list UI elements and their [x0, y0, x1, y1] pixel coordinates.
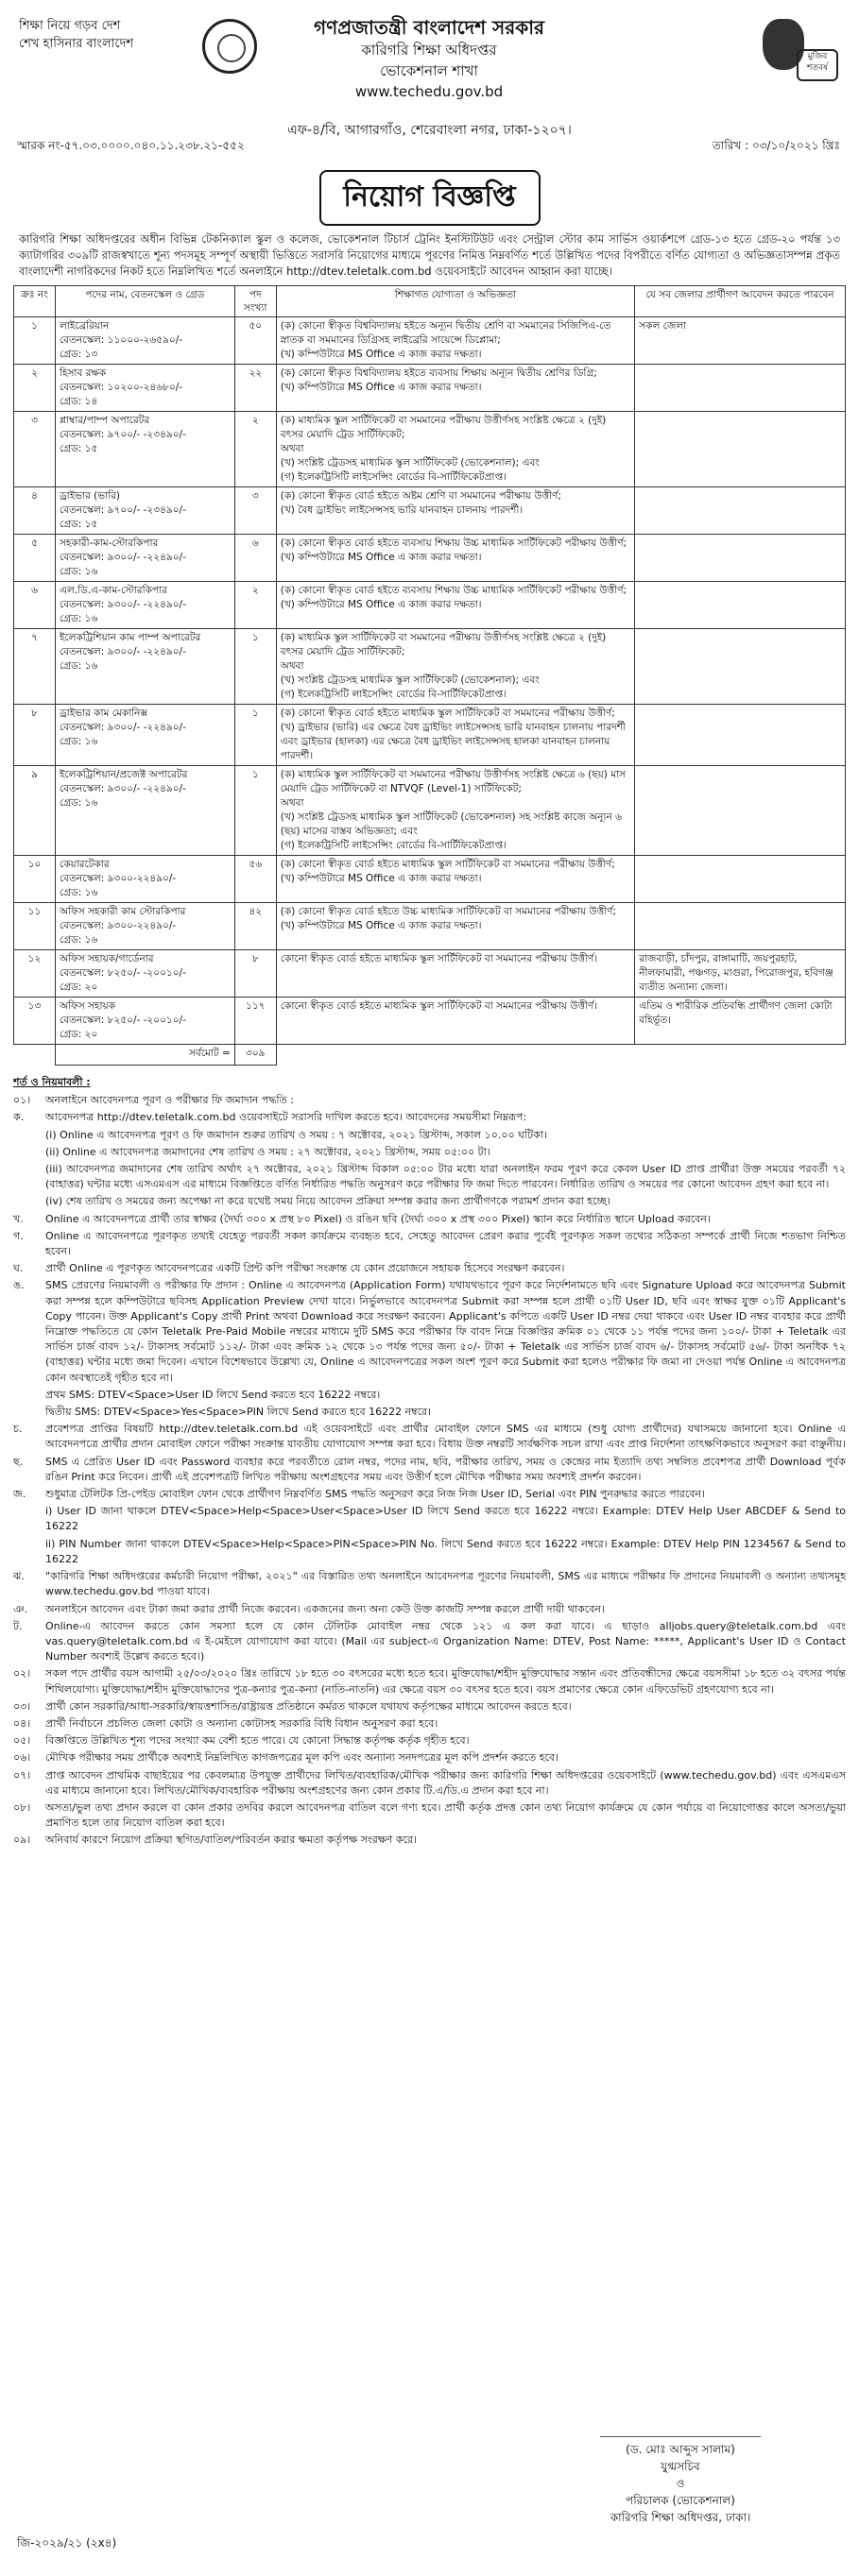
term-item — [13, 1768, 846, 1799]
table-row — [14, 582, 846, 629]
term-number: ০২। — [13, 1667, 31, 1680]
cell-count: ৬ — [234, 535, 276, 582]
mujib-year-badge: মুজিব শতবর্ষ — [797, 49, 838, 81]
signature-icon — [600, 2415, 761, 2437]
signatory-role: পরিচালক (ভোকেশনাল) — [626, 2494, 735, 2507]
cell-count: ২ — [234, 412, 276, 487]
memo-number: স্মারক নং-৫৭.০৩.০০০০.০৪০.১১.২৩৮.২১-৫৫২ — [17, 139, 245, 152]
table-row — [14, 705, 846, 766]
table-row — [14, 365, 846, 412]
cell-districts — [635, 487, 846, 535]
term-text: অসত্য/ভুল তথ্য প্রদান করলে বা কোন প্রকার তদবির করলে আবেদনপত্র বাতিল বলে গণ্য হবে। প্রার্থী কর্তৃক প্রদত্ত কোন তথ্য নিয়োগ কার্যক্রমে যে কোন পর্যায়ে বা নিয়োগোত্তর কালে অসত্য/ভুয়া প্রমাণিত হলে তার নিয়োগ বাতিল করা হবে। — [45, 1800, 846, 1830]
term-number — [13, 1145, 45, 1160]
term-number — [13, 1194, 45, 1209]
cell-districts — [635, 365, 846, 412]
terms-heading: শর্ত ও নিয়মাবলী : — [13, 1076, 91, 1088]
cell-qualification: (ক) কোনো স্বীকৃত বোর্ড হইতে উচ্চ মাধ্যমিক সার্টিফিকেট বা সমমানের পরীক্ষায় উত্তীর্ণ; (খ) কম্পিউটারে MS Office এ কাজ করার দক্ষতা। — [276, 903, 634, 950]
cell-districts — [635, 582, 846, 629]
notice-date: তারিখ : ০৩/১০/২০২১ খ্রিঃ — [712, 139, 840, 152]
intro-paragraph: কারিগরি শিক্ষা অধিদপ্তরের অধীন বিভিন্ন টেকনিক্যাল স্কুল ও কলেজ, ভোকেশনাল টিচার্স ট্রেনিং ইনস্টিটিউট এবং সেন্ট্রাল স্টোর কাম সার্ভিস ওয়ার্কশপে গ্রেড-১৩ হতে গ্রেড-২০ পর্যন্ত ১৩ ক্যাটাগরির ৩০৯টি রাজস্বখাতে শূন্য পদসমূহ সম্পূর্ণ অস্থায়ী ভিত্তিতে সরাসরি নিয়োগের মাধ্যমে পূরণের নিমিত্ত নিম্নবর্ণিত শর্তে উল্লিখিত পদের বিপরীতে বর্ণিত যোগ্যতা ও অভিজ্ঞতাসম্পন্ন প্রকৃত বাংলাদেশী নাগরিকদের নিকট হতে নিম্নলিখিত শর্তে অনলাইনে http://dtev.teletalk.com.bd ওয়েবসাইটে আবেদন আহ্বান করা যাচ্ছে। — [19, 232, 840, 278]
cell-count: ১ — [234, 705, 276, 766]
term-number: গ. — [13, 1229, 24, 1242]
motto-line-1: শিক্ষা নিয়ে গড়ব দেশ — [19, 19, 121, 33]
cell-count: ১ — [234, 766, 276, 856]
term-number: ০৮। — [13, 1800, 31, 1814]
term-number: ঘ. — [13, 1262, 24, 1275]
portrait-logo — [757, 15, 838, 81]
print-code: জি-২০২৯/২১ (২x৪) — [17, 2536, 117, 2550]
term-number: ঞ. — [13, 1602, 28, 1615]
term-text: দ্বিতীয় SMS: DTEV<Space>Yes<Space>PIN লিখে Send করতে হবে 16222 নম্বরে। — [45, 1406, 432, 1419]
signatory-title: যুগ্মসচিব — [661, 2460, 700, 2473]
term-number: ০৬। — [13, 1751, 31, 1765]
cell-serial: ৪ — [14, 487, 56, 535]
term-item — [13, 1716, 846, 1732]
term-text: "কারিগরি শিক্ষা অধিদপ্তরের কর্মচারী নিয়োগ পরীক্ষা, ২০২১" এর বিস্তারিত তথ্য অনলাইনে আবেদনপত্র পূরণের নিয়মাবলী, SMS এর মাধ্যমে পরীক্ষার ফি প্রদানের নিয়মাবলী ও অন্যান্য তথ্যসমূহ www.techedu.gov.bd পাওয়া যাবে। — [45, 1570, 846, 1598]
cell-count: ১১৭ — [234, 998, 276, 1045]
cell-count: ১ — [234, 629, 276, 705]
term-text: Online এ আবেদনপত্রে প্রার্থী তার স্বাক্ষর (দৈর্ঘ্য ৩০০ x প্রস্থ ৮০ Pixel) ও রঙিন ছবি (দৈর্ঘ্য ৩০০ x প্রস্থ ৩০০ Pixel) স্ক্যান করে নির্ধারিত স্থানে Upload করবেন। — [45, 1212, 711, 1225]
term-number: ০৯। — [13, 1834, 31, 1847]
term-text: SMS প্রেরণের নিয়মাবলী ও পরীক্ষার ফি প্রদান : Online এ আবেদনপত্র (Application Form) যথাযথভাবে পূরণ করে নির্দেশনামতে ছবি এবং Signature Upload করে আবেদনপত্র Submit করা সম্পন্ন হলে কম্পিউটারে ছবিসহ Application Preview দেখা যাবে। নির্ভুলভাবে আবেদনপত্র Submit করা সম্পন্ন হলে প্রার্থী ০১টি User ID, ছবি এবং স্বাক্ষর যুক্ত ০১টি Applicant's Copy পাবেন। উক্ত Applicant's Copy প্রার্থী Print অথবা Download করে সংরক্ষণ করবেন। Applicant's কপিতে একটি User ID নম্বর দেয়া থাকবে এবং User ID নম্বর ব্যবহার করে প্রার্থী নিম্নোক্ত পদ্ধতিতে যে কোন Teletalk Pre-Paid Mobile নম্বরের মাধ্যমে দুটি SMS করে পরীক্ষার ফি বাবদ নিম্নে বিজ্ঞপ্তির ক্রমিক ০১ থেকে ১১ পর্যন্ত পদের জন্য ১০০/- টাকা + Teletalk এর সার্ভিস চার্জ বাবদ ১২/- টাকাসহ সর্বমোট ১১২/- টাকা এবং ক্রমিক ১২ থেকে ১৩ পর্যন্ত পদের জন্য ৫০/- টাকা + Teletalk এর সার্ভিস চার্জ বাবদ ৬/- টাকাসহ সর্বমোট ৫৬/- টাকা অনধিক ৭২ (বাহাত্তর) ঘন্টার মধ্যে জমা দিবেন। এখানে বিশেষভাবে উল্লেখ্য যে, Online এ আবেদনপত্রের সকল অংশ পূরণ করে Submit করা হলেও পরীক্ষার ফি জমা না দেওয়া পর্যন্ত Online এ আবেদনপত্র কোন অবস্থাতেই গৃহীত হবে না। — [45, 1279, 846, 1384]
table-row — [14, 950, 846, 998]
cell-count: ৫০ — [234, 317, 276, 365]
term-item — [13, 1194, 846, 1209]
cell-serial: ১ — [14, 317, 56, 365]
cell-qualification: (ক) কোনো স্বীকৃত বোর্ড হইতে অষ্টম শ্রেণি বা সমমানের পরীক্ষায় উত্তীর্ণ; (খ) বৈধ ড্রাইভিং লাইসেন্সসহ ভারি যানবাহন চালনায় পারদর্শী। — [276, 487, 634, 535]
cell-qualification: (ক) কোনো স্বীকৃত বিশ্ববিদ্যালয় হইতে ব্যবসায় শিক্ষায় অন্যূন দ্বিতীয় শ্রেণির ডিগ্রি; (খ) কম্পিউটারে MS Office এ কাজ করার দক্ষতা। — [276, 365, 634, 412]
term-number: ঝ. — [13, 1570, 25, 1583]
table-header-row — [14, 286, 846, 317]
cell-post: অফিস সহায়ক/গার্ডেনার বেতনস্কেল: ৮২৫০/- -২০০১০/- গ্রেড: ২০ — [55, 950, 234, 998]
cell-post: প্লাম্বার/পাম্প অপারেটর বেতনস্কেল: ৯৭০০/- -২৩৪৯০/- গ্রেড: ১৫ — [55, 412, 234, 487]
total-label: সর্বমোট = — [55, 1045, 234, 1066]
cell-count: ৫৬ — [234, 856, 276, 903]
term-text: বিজ্ঞপ্তিতে উল্লিখিত শূন্য পদের সংখ্যা কম বেশী হতে পারে। যে কোনো সিদ্ধান্ত কর্তৃপক্ষ কর্তৃক গৃহীত হবে। — [45, 1734, 470, 1748]
cell-post: সহকারী-কাম-স্টোরকিপার বেতনস্কেল: ৯৩০০/- -২২৪৯০/- গ্রেড: ১৬ — [55, 535, 234, 582]
term-number: ০৩। — [13, 1699, 31, 1713]
term-text: Online-এ আবেদন করতে কোন সমস্যা হলে যে কোন টেলিটক মোবাইল নম্বর থেকে ১২১ এ কল করা যাবে। এ ছাড়াও alljobs.query@teletalk.com.bd এবং vas.query@teletalk.com.bd এ ই-মেইলে যোগাযোগ করা যাবে। (Mail এর subject-এ Organization Name: DTEV, Post Name: *****, Applicant's User ID ও Contact Number অবশ্যই উল্লেখ করতে হবে।) — [45, 1619, 846, 1663]
col-post: পদের নাম, বেতনস্কেল ও গ্রেড — [55, 286, 234, 317]
cell-qualification: (ক) কোনো স্বীকৃত বোর্ড হইতে মাধ্যমিক স্কুল সার্টিফিকেট বা সমমানের পরীক্ষায় উত্তীর্ণ; (খ) কম্পিউটারে MS Office এ কাজ করার দক্ষতা। — [276, 856, 634, 903]
term-text: অনলাইনে আবেদনপত্র পূরণ ও পরীক্ষার ফি জমাদান পদ্ধতি : — [45, 1094, 295, 1107]
term-text: আবেদনপত্র http://dtev.teletalk.com.bd ওয়েবসাইটে সরাসরি দাখিল করতে হবে। আবেদনের সময়সীমা নিম্নরূপ: — [45, 1111, 527, 1124]
cell-districts — [635, 903, 846, 950]
cell-districts — [635, 766, 846, 856]
term-item — [13, 1110, 846, 1125]
term-item — [13, 1261, 846, 1276]
cell-districts — [635, 705, 846, 766]
cell-count: ২২ — [234, 365, 276, 412]
term-text: ii) PIN Number জানা থাকলে DTEV<Space>Help<Space>PIN<Space>PIN No. লিখে Send করতে হবে 16222 নম্বরে। Example: DTEV Help PIN 1234567 & Send to 16222 — [45, 1537, 846, 1565]
motto — [19, 17, 161, 53]
cell-qualification: (ক) কোনো স্বীকৃত বিশ্ববিদ্যালয় হইতে অন্যূন দ্বিতীয় শ্রেণি বা সমমানের সিজিপিএ-তে স্নাতক বা সমমানের ডিগ্রিসহ লাইব্রেরি সায়েন্সে ডিপ্লোমা; (খ) কম্পিউটারে MS Office এ কাজ করার দক্ষতা। — [276, 317, 634, 365]
header — [13, 13, 846, 164]
term-item — [13, 1162, 846, 1192]
table-row — [14, 998, 846, 1045]
term-item — [13, 1733, 846, 1749]
cell-districts — [635, 412, 846, 487]
table-row — [14, 317, 846, 365]
cell-qualification: (ক) মাধ্যমিক স্কুল সার্টিফিকেট বা সমমানের পরীক্ষায় উত্তীর্ণসহ সংশ্লিষ্ট ক্ষেত্রে ৬ (ছয়) মাস মেয়াদি ট্রেড সার্টিফিকেট বা NTVQF (Level-1) সার্টিফিকেট; অথবা (খ) সংশ্লিষ্ট ট্রেডসহ মাধ্যমিক স্কুল সার্টিফিকেট (ভোকেশনাল) সহ সংশ্লিষ্ট কাজে অন্যূন ৬ (ছয়) মাসের বাস্তব অভিজ্ঞতা; এবং (গ) ইলেকট্রিসিটি লাইসেন্সিং বোর্ডের বি-সার্টিফিকেটপ্রাপ্ত। — [276, 766, 634, 856]
term-number — [13, 1128, 45, 1143]
signatory-dept: কারিগরি শিক্ষা অধিদপ্তর, ঢাকা। — [610, 2511, 751, 2524]
notice-page — [13, 13, 846, 2564]
term-number: ছ. — [13, 1455, 24, 1468]
branch-name: ভোকেশনাল শাখা — [380, 62, 478, 79]
term-item — [13, 1699, 846, 1714]
cell-serial: ৯ — [14, 766, 56, 856]
cell-serial: ৫ — [14, 535, 56, 582]
col-qualification: শিক্ষাগত যোগ্যতা ও অভিজ্ঞতা — [276, 286, 634, 317]
cell-serial: ১১ — [14, 903, 56, 950]
terms-section — [13, 1075, 846, 1849]
cell-districts — [635, 856, 846, 903]
cell-qualification: (ক) কোনো স্বীকৃত বোর্ড হইতে ব্যবসায় শিক্ষায় উচ্চ মাধ্যমিক সার্টিফিকেট পরীক্ষায় উত্তীর্ণ; (খ) কম্পিউটারে MS Office এ কাজ করার দক্ষতা। — [276, 535, 634, 582]
term-item — [13, 1145, 846, 1160]
cell-post: ড্রাইভার কাম মেকানিক্স বেতনস্কেল: ৯৩০০/- -২২৪৯০/- গ্রেড: ১৬ — [55, 705, 234, 766]
term-item — [13, 1666, 846, 1697]
term-item — [13, 1602, 846, 1617]
cell-serial: ১২ — [14, 950, 56, 998]
cell-serial: ৭ — [14, 629, 56, 705]
table-row — [14, 629, 846, 705]
motto-line-2: শেখ হাসিনার বাংলাদেশ — [19, 37, 134, 51]
cell-post: হিসাব রক্ষক বেতনস্কেল: ১০২০০-২৪৬৮০/- গ্রেড: ১৪ — [55, 365, 234, 412]
cell-serial: ২ — [14, 365, 56, 412]
cell-districts: সকল জেলা — [635, 317, 846, 365]
cell-serial: ৮ — [14, 705, 56, 766]
term-text: i) User ID জানা থাকলে DTEV<Space>Help<Space>User<Space>User ID লিখে Send করতে হবে 16222 নম্বরে। Example: DTEV Help User ABCDEF & Send to 16222 — [45, 1505, 846, 1533]
term-text: শুধুমাত্র টেলিটক প্রি-পেইড মোবাইল ফোন থেকে প্রার্থীগণ নিম্নবর্ণিত SMS পদ্ধতি অনুসরণ করে নিজ নিজ User ID, Serial এবং PIN পুনরুদ্ধার করতে পারবেন। — [45, 1488, 705, 1501]
cell-qualification: (ক) কোনো স্বীকৃত বোর্ড হইতে মাধ্যমিক স্কুল সার্টিফিকেট বা সমমানের পরীক্ষায় উত্তীর্ণ; (খ) ড্রাইভার (ভারি) এর ক্ষেত্রে বৈধ ড্রাইভিং লাইসেন্সসহ ভারি যানবাহন চালনায় পারদর্শী এবং ড্রাইভার (হালকা) এর ক্ষেত্রে বৈধ ড্রাইভিং লাইসেন্সসহ হালকা যানবাহন চালনায় পারদর্শী। — [276, 705, 634, 766]
posts-table — [13, 285, 846, 1066]
term-text: (iii) আবেদনপত্র জমাদানের শেষ তারিখ অর্থাৎ ২৭ অক্টোবর, ২০২১ খ্রিস্টাব্দ বিকাল ০৫:০০ টার মধ্যে যারা অনলাইন ফরম পূরণ করে কেবল User ID প্রাপ্ত প্রার্থীরা উক্ত সময়ের পরবর্তী ৭২ (বাহাত্তর) ঘন্টার মধ্যে এসএমএস এর মাধ্যমে বিজ্ঞপ্তিতে বর্ণিত নির্ধারিত পদ্ধতি অনুসরণ করে পরীক্ষার ফি জমা দিতে পারবেন। নির্ধারিত তারিখ ও সময়ের পর কোনো আবেদন গ্রহণ করা হবে না। — [45, 1163, 846, 1191]
notice-title: নিয়োগ বিজ্ঞপ্তি — [319, 170, 541, 226]
term-text: প্রার্থী কোন সরকারি/আধা-সরকারি/স্বায়ত্তশাসিত/রাষ্ট্রায়ত্ত প্রতিষ্ঠানে কর্মরত থাকলে যথাযথ কর্তৃপক্ষের মাধ্যমে আবেদন করতে হবে। — [45, 1699, 572, 1713]
term-number — [13, 1504, 45, 1534]
cell-post: অফিস সহকারী কাম স্টোরকিপার বেতনস্কেল: ৯৩০০-২২৪৯০/- গ্রেড: ১৬ — [55, 903, 234, 950]
term-item — [13, 1128, 846, 1143]
term-number: ০৭। — [13, 1768, 31, 1782]
cell-post: অফিস সহায়ক বেতনস্কেল: ৮২৫০/- -২০০১০/- গ্রেড: ২০ — [55, 998, 234, 1045]
term-item — [13, 1093, 846, 1108]
cell-count: ৩ — [234, 487, 276, 535]
cell-post: ইলেকট্রিশিয়ান কাম পাম্প অপারেটর বেতনস্কেল: ৯৩০০/- -২২৪৯০/- গ্রেড: ১৬ — [55, 629, 234, 705]
term-number — [13, 1405, 45, 1420]
term-number: ০৪। — [13, 1716, 31, 1730]
col-districts: যে সব জেলার প্রার্থীগণ আবেদন করতে পারবেন — [635, 286, 846, 317]
term-number — [13, 1537, 45, 1567]
term-item — [13, 1422, 846, 1452]
term-text: অনলাইনে আবেদন এবং টাকা জমা করার প্রার্থী নিজে করবেন। একজনের জন্য অন্য কেউ উক্ত কাজটি সম্পন্ন করলে প্রার্থী দায়ী থাকবেন। — [45, 1602, 605, 1615]
cell-count: ২ — [234, 582, 276, 629]
cell-qualification: (ক) মাধ্যমিক স্কুল সার্টিফিকেট বা সমমানের পরীক্ষায় উত্তীর্ণসহ সংশ্লিষ্ট ক্ষেত্রে ২ (দুই) বৎসর মেয়াদি ট্রেড সার্টিফিকেট; অথবা (খ) সংশ্লিষ্ট ট্রেডসহ মাধ্যমিক স্কুল সার্টিফিকেট (ভোকেশনাল); এবং (গ) ইলেকট্রিসিটি লাইসেন্সিং বোর্ডের বি-সার্টিফিকেটপ্রাপ্ত। — [276, 629, 634, 705]
term-item — [13, 1569, 846, 1599]
term-item — [13, 1278, 846, 1385]
term-text: সকল পদে প্রার্থীর বয়স আগামী ২৫/০৩/২০২০ খ্রিঃ তারিখে ১৮ হতে ৩০ বৎসরের মধ্যে হতে হবে। মুক্তিযোদ্ধা/শহীদ মুক্তিযোদ্ধার সন্তান এবং প্রতিবন্ধীদের ক্ষেত্রে বয়সসীমা ১৮ হতে ৩২ বৎসর পর্যন্ত শিথিলযোগ্য। মুক্তিযোদ্ধা/শহীদ মুক্তিযোদ্ধাদের পুত্র-কন্যার পুত্র-কন্যা (নাতি-নাতনি) এর ক্ষেত্রে বয়স ৩০ বৎসর হতে হবে। বয়স প্রমাণের ক্ষেত্রে কোন এফিডেভিট গ্রহণযোগ্য হবে না। — [45, 1667, 846, 1696]
cell-serial: ৩ — [14, 412, 56, 487]
term-text: প্রার্থী Online এ পূরণকৃত আবেদনপত্রের একটি প্রিন্ট কপি পরীক্ষা সংক্রান্ত যে কোন প্রয়োজনে সহায়ক হিসেবে সংরক্ষণ করবেন। — [45, 1262, 565, 1275]
term-text: প্রার্থী নির্বাচনে প্রচলিত জেলা কোটা ও অন্যান্য কোটাসহ সরকারি বিধি বিধান অনুসরণ করা হবে। — [45, 1716, 438, 1730]
term-text: SMS এ প্রেরিত User ID এবং Password ব্যবহার করে পরবর্তীতে রোল নম্বর, পদের নাম, ছবি, পরীক্ষার তারিখ, সময় ও কেন্দ্রের নাম ইত্যাদি তথ্য সম্বলিত প্রবেশপত্র প্রার্থী Download পূর্বক রঙিন Print করে নিবেন। প্রার্থী এই প্রবেশপত্রটি লিখিত পরীক্ষায় অংশগ্রহণের সময় এবং উত্তীর্ণ হলে মৌখিক পরীক্ষার সময় অবশ্যই প্রদর্শন করবেন। — [45, 1455, 846, 1483]
signatory-and: ও — [676, 2477, 685, 2490]
signatory-name: (ড. মোঃ আব্দুস সালাম) — [626, 2443, 735, 2456]
signature-block — [572, 2415, 789, 2526]
term-item — [13, 1800, 846, 1831]
website: www.techedu.gov.bd — [354, 83, 504, 100]
term-text: প্রবেশপত্র প্রাপ্তির বিষয়টি http://dtev.teletalk.com.bd এই ওয়েবসাইটে এবং প্রার্থীর মোবাইল ফোনে SMS এর মাধ্যমে (শুধু যোগ্য প্রার্থীদের) যথাসময়ে জানানো হবে। Online এ আবেদনপত্রে প্রার্থীর প্রদান মোবাইল ফোনে পরীক্ষা সংক্রান্ত যাবতীয় যোগাযোগ সম্পন্ন করা হবে। বিধায় উক্ত নম্বরটি সার্বক্ষণিক সচল রাখা এবং প্রাপ্ত নির্দেশনা তাৎক্ষণিকভাবে অনুসরণ করা বাঞ্ছনীয়। — [45, 1423, 846, 1451]
term-text: মৌখিক পরীক্ষার সময় প্রার্থীকে অবশ্যই নিম্নলিখিত কাগজপত্রের মূল কপি এবং অন্যান্য সনদপত্রের মূল কপি প্রদর্শন করতে হবে। — [45, 1751, 559, 1765]
office-heading — [249, 15, 609, 102]
cell-qualification: (ক) কোনো স্বীকৃত বোর্ড হইতে ব্যবসায় শিক্ষায় উচ্চ মাধ্যমিক সার্টিফিকেট পরীক্ষায় উত্তীর্ণ; (খ) কম্পিউটারে MS Office এ কাজ করার দক্ষতা। — [276, 582, 634, 629]
cell-serial: ১০ — [14, 856, 56, 903]
term-number — [13, 1162, 45, 1192]
term-number: চ. — [13, 1423, 23, 1436]
term-number: ০৫। — [13, 1734, 31, 1748]
department-name: কারিগরি শিক্ষা অধিদপ্তর — [361, 42, 497, 59]
office-address: এফ-৪/বি, আগারগাঁও, শেরেবাংলা নগর, ঢাকা-১২০৭। — [287, 123, 572, 138]
term-item — [13, 1405, 846, 1420]
term-item — [13, 1487, 846, 1502]
term-number — [13, 1388, 45, 1403]
cell-qualification: (ক) মাধ্যমিক স্কুল সার্টিফিকেট বা সমমানের পরীক্ষায় উত্তীর্ণসহ সংশ্লিষ্ট ক্ষেত্রে ২ (দুই) বৎসর মেয়াদি ট্রেড সার্টিফিকেট; অথবা (খ) সংশ্লিষ্ট ট্রেডসহ মাধ্যমিক স্কুল সার্টিফিকেট (ভোকেশনাল); এবং (গ) ইলেকট্রিসিটি লাইসেন্সিং বোর্ডের বি-সার্টিফিকেটপ্রাপ্ত। — [276, 412, 634, 487]
term-item — [13, 1229, 846, 1259]
col-count: পদ সংখ্যা — [234, 286, 276, 317]
term-item — [13, 1455, 846, 1485]
cell-post: কেয়ারটেকার বেতনস্কেল: ৯৩০০-২২৪৯০/- গ্রেড: ১৬ — [55, 856, 234, 903]
cell-post: ড্রাইভার (ভারি) বেতনস্কেল: ৯৭০০/- -২৩৪৯০/- গ্রেড: ১৫ — [55, 487, 234, 535]
government-name: গণপ্রজাতন্ত্রী বাংলাদেশ সরকার — [314, 16, 544, 39]
total-value: ৩০৯ — [234, 1045, 276, 1066]
term-item — [13, 1388, 846, 1403]
term-item — [13, 1537, 846, 1567]
term-number: খ. — [13, 1212, 24, 1225]
term-text: Online এ আবেদনপত্রে পূরণকৃত তথ্যই যেহেতু পরবর্তী সকল কার্যক্রমে ব্যবহৃত হবে, সেহেতু আবেদন প্রেরণ করার পূর্বেই পূরণকৃত সকল তথ্যের সঠিকতা সম্পর্কে প্রার্থী নিজে শতভাগ নিশ্চিত হবেন। — [45, 1229, 846, 1258]
cell-qualification: কোনো স্বীকৃত বোর্ড হইতে মাধ্যমিক স্কুল সার্টিফিকেট বা সমমানের পরীক্ষায় উত্তীর্ণ। — [276, 950, 634, 998]
term-text: (iv) শেষ তারিখ ও সময়ের জন্য অপেক্ষা না করে যথেষ্ট সময় নিয়ে আবেদন প্রক্রিয়া সম্পন্ন করার জন্য প্রার্থীগণকে পরামর্শ প্রদান করা হচ্ছে। — [45, 1195, 610, 1208]
term-text: (i) Online এ আবেদনপত্র পূরণ ও ফি জমাদান শুরুর তারিখ ও সময় : ৭ অক্টোবর, ২০২১ খ্রিস্টাব্দ, সকাল ১০.০০ ঘটিকা। — [45, 1128, 547, 1141]
term-text: প্রাপ্ত আবেদন প্রাথমিক বাছাইয়ের পর কেবলমাত্র উপযুক্ত প্রার্থীদের লিখিত/ব্যবহারিক/মৌখিক পরীক্ষার জন্য কারিগরি শিক্ষা অধিদপ্তরের ওয়েবসাইটে (www.techedu.gov.bd) এবং এসএমএস এর মাধ্যমে জানানো হবে। লিখিত/মৌখিক/ব্যবহারিক পরীক্ষায় অংশগ্রহণের জন্য কোন প্রকার টি.এ/ডি.এ প্রদান করা হবে না। — [45, 1768, 846, 1797]
term-item — [13, 1212, 846, 1227]
cell-districts: রাজবাড়ী, চাঁদপুর, রাঙ্গামাটি, জয়পুরহাট, নীলফামারী, পঞ্চগড়, মাগুরা, পিরোজপুর, হবিগঞ্জ ব্যতীত অন্যান্য জেলা। — [635, 950, 846, 998]
term-text: প্রথম SMS: DTEV<Space>User ID লিখে Send করতে হবে 16222 নম্বরে। — [45, 1388, 381, 1401]
cell-count: ৪২ — [234, 903, 276, 950]
cell-districts: এতিম ও শারীরিক প্রতিবন্ধি প্রার্থীগণ জেলা কোটা বহির্ভূত। — [635, 998, 846, 1045]
table-row — [14, 487, 846, 535]
cell-post: লাইব্রেরিয়ান বেতনস্কেল: ১১০০০-২৬৫৯০/- গ্রেড: ১৩ — [55, 317, 234, 365]
term-item — [13, 1619, 846, 1665]
term-item — [13, 1833, 846, 1848]
cell-serial: ১৩ — [14, 998, 56, 1045]
table-row — [14, 903, 846, 950]
cell-post: এল.ডি.এ-কাম-স্টোরকিপার বেতনস্কেল: ৯৩০০/- -২২৪৯০/- গ্রেড: ১৬ — [55, 582, 234, 629]
term-number: ০১। — [13, 1094, 31, 1107]
cell-districts — [635, 535, 846, 582]
total-row — [14, 1045, 846, 1066]
cell-qualification: কোনো স্বীকৃত বোর্ড হইতে মাধ্যমিক স্কুল সার্টিফিকেট বা সমমানের পরীক্ষায় উত্তীর্ণ। — [276, 998, 634, 1045]
table-row — [14, 766, 846, 856]
term-number: ট. — [13, 1619, 23, 1632]
table-row — [14, 535, 846, 582]
table-row — [14, 856, 846, 903]
cell-serial: ৬ — [14, 582, 56, 629]
col-serial: ক্রঃ নং — [14, 286, 56, 317]
table-row — [14, 412, 846, 487]
term-text: (ii) Online এ আবেদনপত্র জমাদানের শেষ তারিখ ও সময় : ২৭ অক্টোবর, ২০২১ খ্রিস্টাব্দ, সময় ০৫:০০ টা। — [45, 1145, 490, 1158]
cell-post: ইলেকট্রিশিয়ান/প্রজেক্ট অপারেটর বেতনস্কেল: ৯৩০০/- -২২৪৯০/- গ্রেড: ১৬ — [55, 766, 234, 856]
term-item — [13, 1504, 846, 1534]
terms-list — [13, 1093, 846, 1848]
term-number: ক. — [13, 1111, 25, 1124]
table-body — [14, 317, 846, 1045]
term-text: অনিবার্য কারণে নিয়োগ প্রক্রিয়া স্থগিত/বাতিল/পরিবর্তন করার ক্ষমতা কর্তৃপক্ষ সংরক্ষণ করে। — [45, 1834, 417, 1847]
cell-districts — [635, 629, 846, 705]
term-item — [13, 1750, 846, 1766]
cell-count: ৮ — [234, 950, 276, 998]
term-number: জ. — [13, 1488, 26, 1501]
term-number: ঙ. — [13, 1279, 25, 1292]
